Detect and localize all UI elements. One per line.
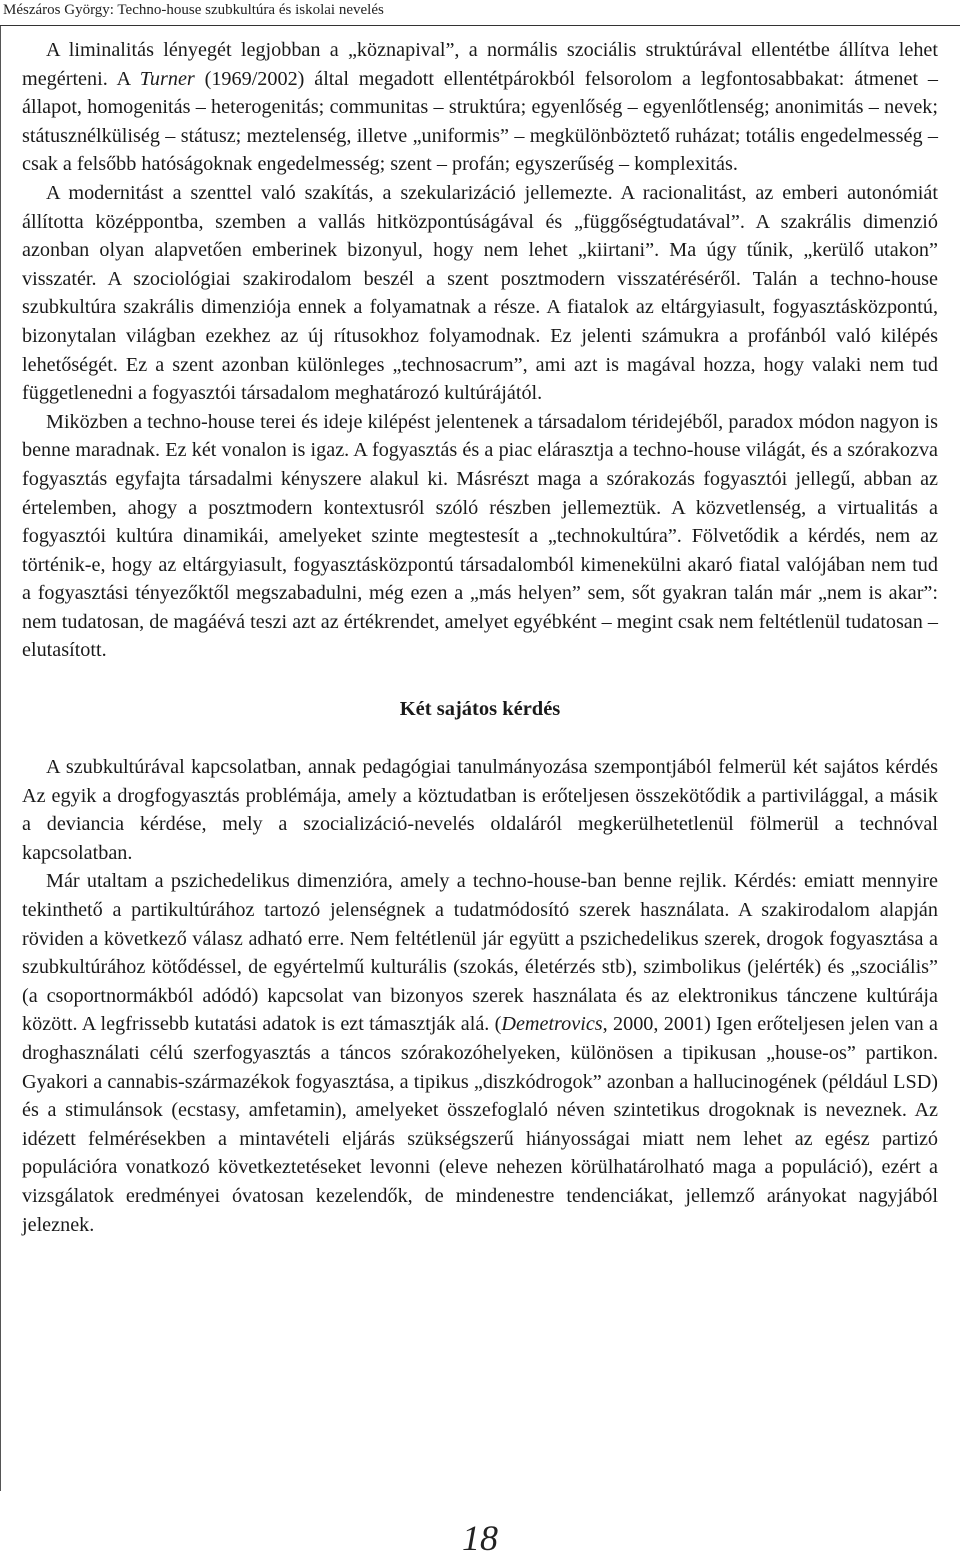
italic-author-name: Turner [139, 67, 195, 90]
text-segment: A szubkultúrával kapcsolatban, annak pedagógiai tanulmányozása szempontjából felmerül két sajátos kérdés Az egyik a drogfogyasztás problémája, amely a köztudatban is erőteljesen összekötődik a partivilággal, a másik a deviancia kérdése, mely a szocializáció-nevelés oldaláról megkerülhetetlenül fölmerül a technóval kapcsolatban. [22, 756, 938, 864]
text-segment: , 2000, 2001) Igen erőteljesen jelen van a droghasználati célú szerfogyasztás a táncos szórakozóhelyeken, különösen a tipikusan „house-os” partikon. Gyakori a cannabis-származékok fogyasztása, a tipikus „diszkódrogok” azonban a hallucinogének (például LSD) és a stimulánsok (ecstasy, amfetamin), amelyeket összefoglaló néven szintetikus drogoknak is neveznek. Az idézett felmérésekben a mintavételi eljárás szükségszerű hiányosságai miatt nem lehet az egész partizó populációra vonatkozó következtetéseket levonni (eleve nehezen körülhatárolható maga a populáció), ezért a vizsgálatok eredményei óvatosan kezelendők, de mindenestre tendenciákat, jellemző arányokat nagyjából jeleznek. [22, 1013, 938, 1236]
body-text [22, 36, 938, 1239]
paragraph [22, 753, 938, 867]
paragraph [22, 408, 938, 665]
paragraph [22, 36, 938, 179]
italic-author-name: Demetrovics [501, 1013, 603, 1036]
header-rule [0, 25, 960, 26]
paragraph [22, 867, 938, 1239]
paragraph [22, 179, 938, 408]
page-number: 18 [462, 1518, 498, 1558]
paragraphs-before-section [22, 36, 938, 665]
text-segment: Miközben a techno-house terei és ideje kilépést jelentenek a társadalom téridejéből, paradox módon nagyon is benne maradnak. Ez két vonalon is igaz. A fogyasztás és a piac elárasztja a techno-house világát, és a szórakozva fogyasztás egyfajta társadalmi kényszere alakul ki. Másrészt maga a szórakozás fogyasztói jellegű, abban az értelemben, ahogy a posztmodern kontextusról szóló részben jellemeztük. A közvetlenség, a virtualitás a fogyasztói kultúra dinamikái, amelyeket szinte megtestesít a „technokultúra”. Fölvetődik a kérdés, nem az történik-e, hogy az eltárgyiasult, fogyasztásközpontú társadalomból kimenekülni akaró fiatal valójában nem tud a fogyasztási tényezőktől megszabadulni, még ezen a „más helyen” sem, sőt gyakran talán már „nem is akar”: nem tudatosan, de magáévá teszi azt az értékrendet, amelyet egyébként – megint csak nem feltétlenül tudatosan – elutasított. [22, 410, 938, 662]
running-header: Mészáros György: Techno-house szubkultúra és iskolai nevelés [3, 2, 384, 18]
section-title: Két sajátos kérdés [399, 698, 561, 721]
paragraphs-after-section [22, 753, 938, 1239]
text-segment: (1969/2002) által megadott ellentétpárokból felsorolom a legfontosabbakat: átmenet – állapot, homogenitás – heterogenitás; communitas – struktúra; egyenlőség – egyenlőtlenség; anonimitás – nevek; státusznélküliség – státusz; meztelenség, illetve „uniformis” – megkülönböztető ruházat; totális engedelmesség – csak a felsőbb hatóságoknak engedelmesség; szent – profán; egyszerűség – komplexitás. [22, 67, 939, 176]
text-segment: A modernitást a szenttel való szakítás, a szekularizáció jellemezte. A racionalitást, az emberi autonómiát állította középpontba, szemben a vallás hitközpontúságával és „függőségtudatával”. A szakrális dimenzió azonban olyan alapvetően emberinek bizonyul, hogy nem lehet „kiirtani”. Ma úgy tűnik, „kerülő utakon” visszatér. A szociológiai szakirodalom beszél a szent posztmodern visszatéréséről. Talán a techno-house szubkultúra szakrális dimenziója ennek a folyamatnak a része. A fiatalok az eltárgyiasult, fogyasztásközpontú, bizonytalan világban ezekhez az új rítusokhoz folyamodnak. Ez jelenti számukra a profánból való kilépés lehetőségét. Ez a szent azonban különleges „technosacrum”, ami azt is magával hozza, hogy valaki nem tud függetlenedni a fogyasztói társadalom meghatározó kultúrájától. [22, 181, 938, 405]
text-segment: Már utaltam a pszichedelikus dimenzióra, amely a techno-house-ban benne rejlik. Kérdés: emiatt mennyire tekinthető a partikultúrához tartozó jelenségnek a tudatmódosító szerek használata. A szakirodalom alapján röviden a következő válasz adható erre. Nem feltétlenül jár együtt a pszichedelikus szerek, drogok fogyasztása a szubkultúrához kötődéssel, de egyértelmű kulturális (szokás, életérzés stb), szimbolikus (jelérték) és „szociális” (a csoportnormákból adódó) kapcsolat van bizonyos szerek használata és az elektronikus tánczene kultúrája között. A legfrissebb kutatási adatok is ezt támasztják alá. ( [22, 870, 938, 1036]
left-margin-rule [0, 26, 1, 1491]
text-segment: A liminalitás lényegét legjobban a „köznapival”, a normális szociális struktúrával ellentétbe állítva lehet megérteni. A [22, 39, 938, 90]
